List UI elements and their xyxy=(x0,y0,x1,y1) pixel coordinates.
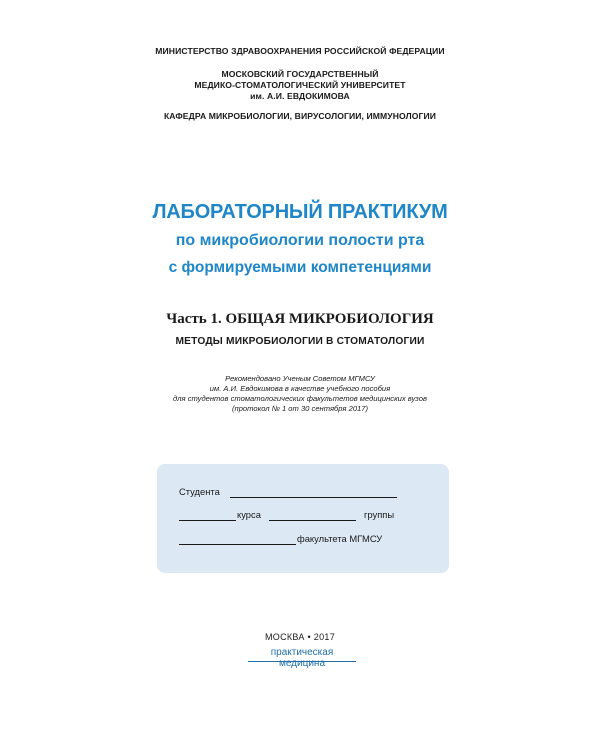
recommendation-line-4: (протокол № 1 от 30 сентября 2017) xyxy=(231,404,369,413)
student-label: Студента xyxy=(179,486,220,497)
book-title-line-1: ЛАБОРАТОРНЫЙ ПРАКТИКУМ xyxy=(152,201,448,223)
student-name-line[interactable] xyxy=(230,497,397,498)
university-line-1: МОСКОВСКИЙ ГОСУДАРСТВЕННЫЙ xyxy=(221,69,379,79)
university-name xyxy=(0,69,600,102)
recommendation-line-3: для студентов стоматологических факультетов медицинских вузов xyxy=(173,394,427,403)
department-name: КАФЕДРА МИКРОБИОЛОГИИ, ВИРУСОЛОГИИ, ИММУНОЛОГИИ xyxy=(163,111,437,121)
course-number-line[interactable] xyxy=(179,520,236,521)
book-title-line-3: с формируемыми компетенциями xyxy=(168,259,432,276)
publisher-logo-underline xyxy=(248,661,356,662)
group-label: группы xyxy=(364,509,395,520)
publisher-logo: практическая медицина xyxy=(270,647,334,669)
recommendation-line-1: Рекомендовано Ученым Советом МГМСУ xyxy=(225,374,375,383)
group-number-line[interactable] xyxy=(269,520,356,521)
recommendation-line-2: им. А.И. Евдокимова в качестве учебного пособия xyxy=(209,384,391,393)
university-line-3: им. А.И. ЕВДОКИМОВА xyxy=(250,91,350,101)
student-info-card xyxy=(157,464,449,573)
faculty-label: факультета МГМСУ xyxy=(297,533,383,544)
faculty-line[interactable] xyxy=(179,544,296,545)
ministry-name: МИНИСТЕРСТВО ЗДРАВООХРАНЕНИЯ РОССИЙСКОЙ ФЕДЕРАЦИИ xyxy=(155,46,445,56)
course-label: курса xyxy=(237,509,261,520)
subtitle: МЕТОДЫ МИКРОБИОЛОГИИ В СТОМАТОЛОГИИ xyxy=(175,336,425,347)
university-line-2: МЕДИКО-СТОМАТОЛОГИЧЕСКИЙ УНИВЕРСИТЕТ xyxy=(194,80,406,90)
city-year: МОСКВА • 2017 xyxy=(264,632,336,642)
book-title-line-2: по микробиологии полости рта xyxy=(175,232,425,249)
part-heading: Часть 1. ОБЩАЯ МИКРОБИОЛОГИЯ xyxy=(166,311,434,327)
